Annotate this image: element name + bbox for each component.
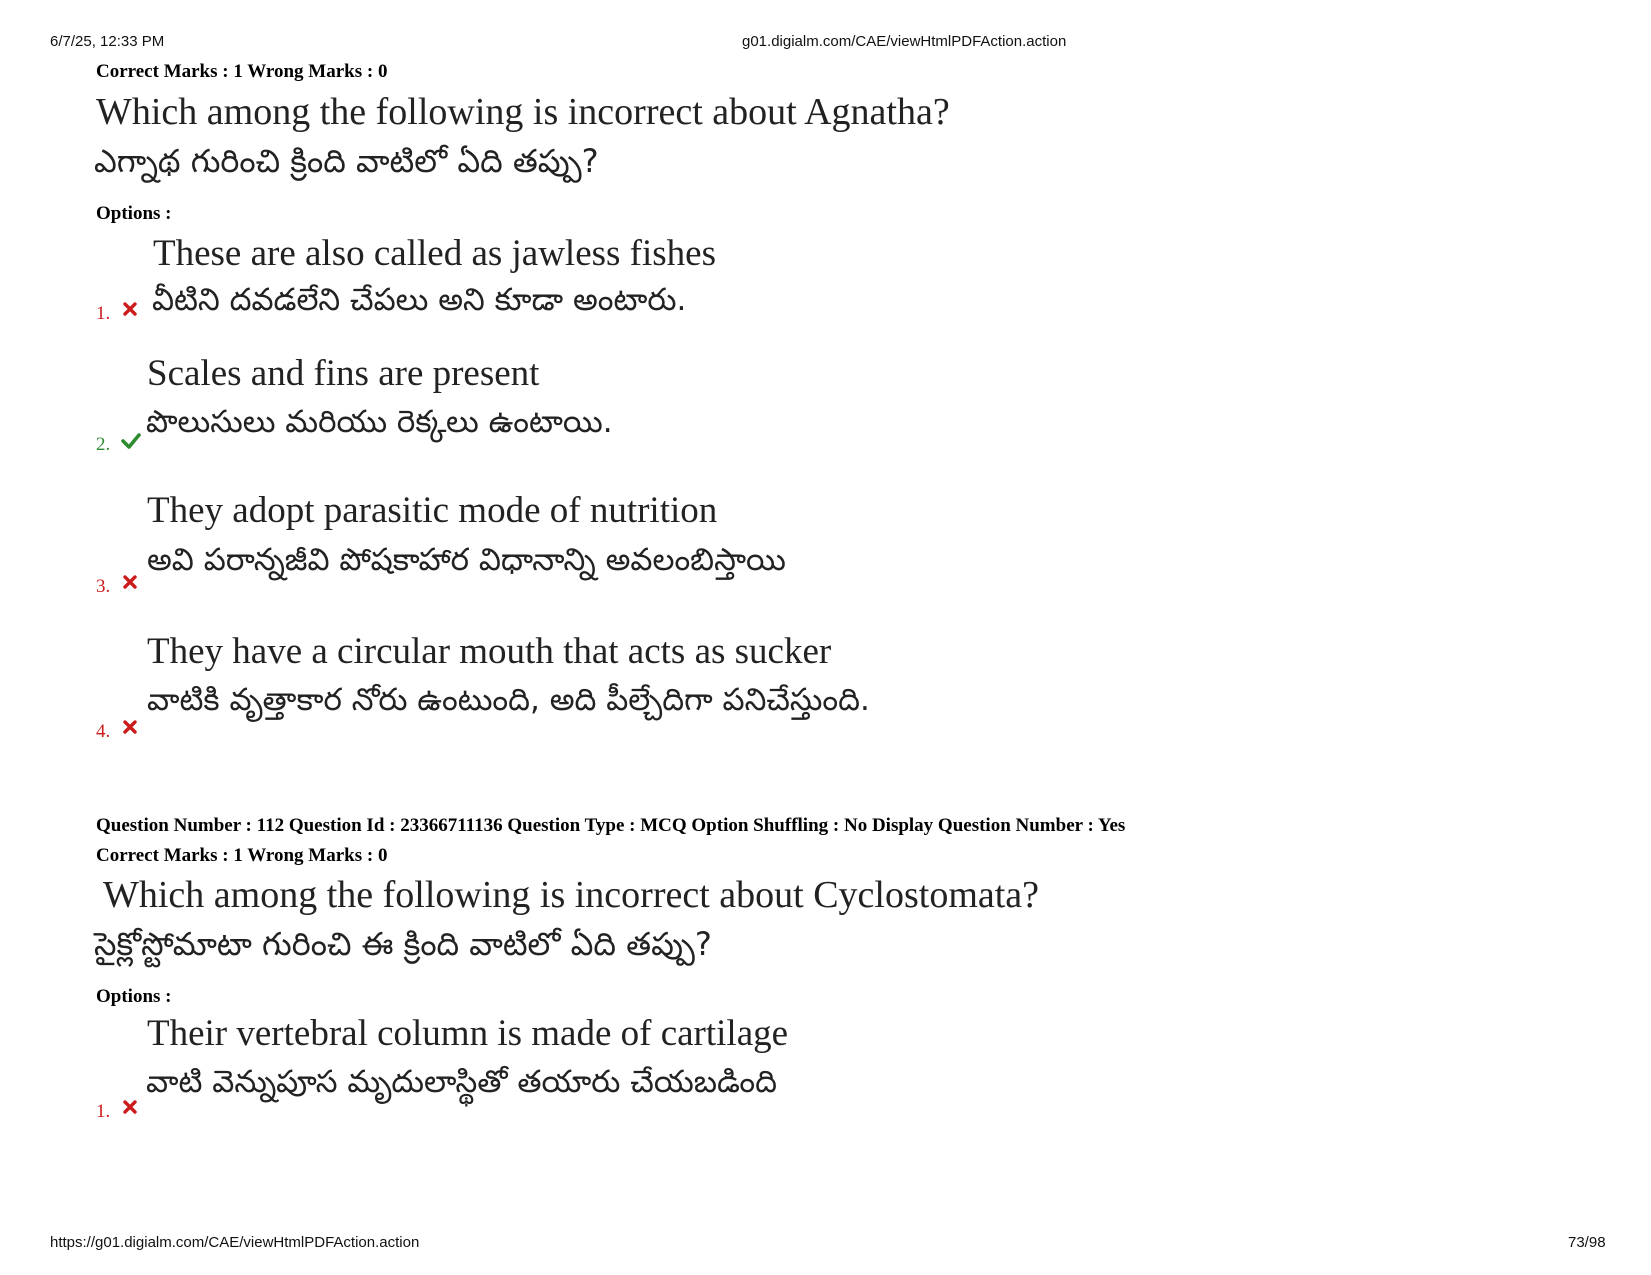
option-number: 2. [96,434,111,455]
cross-icon [121,573,139,591]
print-datetime: 6/7/25, 12:33 PM [50,33,165,50]
cross-icon [121,300,139,318]
question-text-te: ఎగ్నాథ గురించి క్రింది వాటిలో ఏది తప్పు? [94,142,599,180]
question-info-line: Question Number : 112 Question Id : 23366711136 Question Type : MCQ Option Shuffling : No Display Question Number : Yes [96,815,1126,836]
option-text-en: These are also called as jawless fishes [153,233,717,274]
question-text-en: Which among the following is incorrect about Agnatha? [96,91,950,133]
option-text-te: వాటికి వృత్తాకార నోరు ఉంటుంది, అది పీల్చేదిగా పనిచేస్తుంది. [147,682,870,718]
option-number: 1. [96,303,111,324]
cross-icon [121,718,139,736]
option-text-en: Scales and fins are present [147,353,540,394]
option-text-en: Their vertebral column is made of cartilage [147,1013,789,1054]
option-text-en: They adopt parasitic mode of nutrition [147,490,718,531]
option-text-te: పొలుసులు మరియు రెక్కలు ఉంటాయి. [146,404,613,440]
marks-line: Correct Marks : 1 Wrong Marks : 0 [96,845,388,866]
question-text-te: సైక్లోస్టోమాటా గురించి ఈ క్రింది వాటిలో ఏది తప్పు? [94,925,712,963]
marks-line: Correct Marks : 1 Wrong Marks : 0 [96,61,388,82]
check-icon [121,432,141,450]
print-footer-url: https://g01.digialm.com/CAE/viewHtmlPDFAction.action [50,1234,420,1251]
question-text-en: Which among the following is incorrect about Cyclostomata? [103,874,1040,916]
option-number: 1. [96,1101,111,1122]
option-text-en: They have a circular mouth that acts as sucker [147,631,832,672]
print-page-title: g01.digialm.com/CAE/viewHtmlPDFAction.action [742,33,1067,50]
options-label: Options : [96,203,172,224]
option-number: 4. [96,721,111,742]
cross-icon [121,1098,139,1116]
option-number: 3. [96,576,111,597]
option-text-te: అవి పరాన్నజీవి పోషకాహార విధానాన్ని అవలంబిస్తాయి [147,542,786,578]
option-text-te: వాటి వెన్నుపూస మృదులాస్థితో తయారు చేయబడింది [146,1064,778,1100]
options-label: Options : [96,986,172,1007]
print-page-number: 73/98 [1568,1234,1606,1251]
option-text-te: వీటిని దవడలేని చేపలు అని కూడా అంటారు. [152,282,687,318]
